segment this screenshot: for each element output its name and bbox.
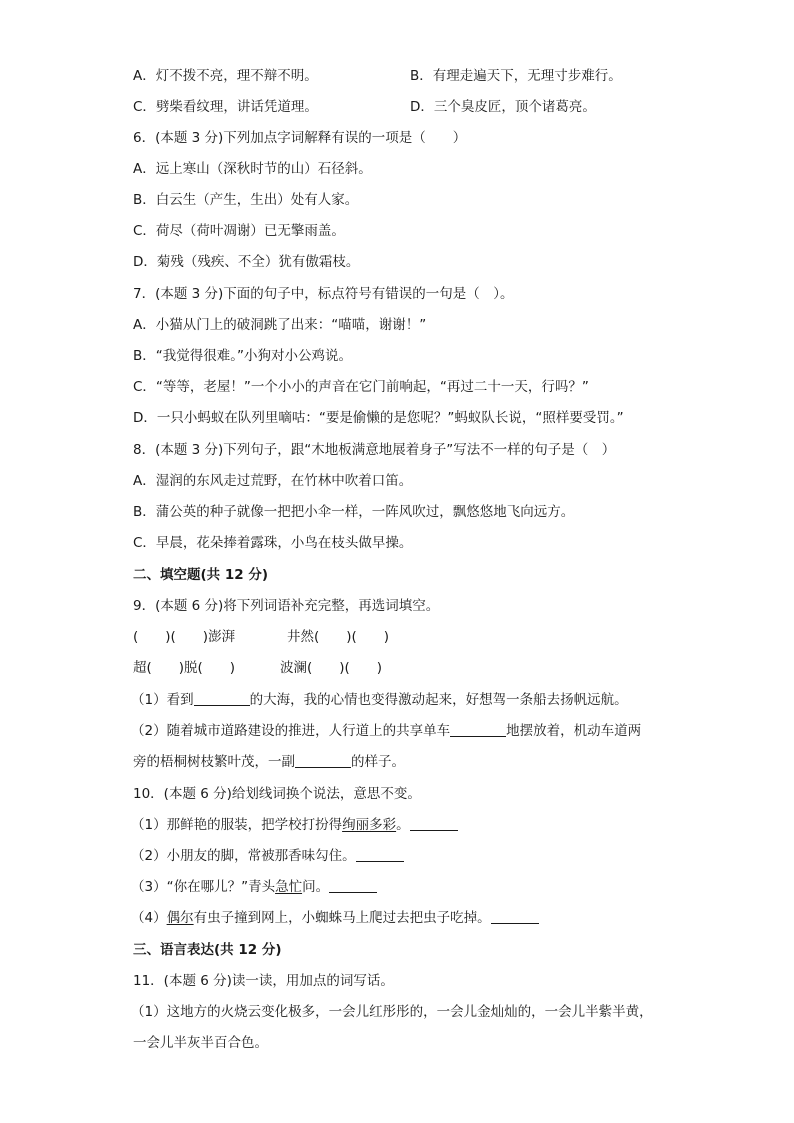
q10-item-3-text: （3）“你在哪儿？”青头 — [131, 879, 276, 895]
q8-option-b: B．蒲公英的种子就像一把把小伞一样，一阵风吹过，飘悠悠地飞向远方。 — [133, 504, 575, 520]
q10-item-2 — [131, 846, 404, 866]
q10-item-4 — [131, 908, 539, 928]
q9-word-2: 井然( )( ) — [287, 629, 390, 645]
q9-word-4: 波澜( )( ) — [280, 660, 383, 676]
q8-option-a: A．湿润的东风走过荒野，在竹林中吹着口笛。 — [133, 473, 413, 489]
q7-stem: 7．(本题 3 分)下面的句子中，标点符号有错误的一句是（ ）。 — [133, 286, 514, 302]
q9-sentence-3-start: 旁的梧桐树枝繁叶茂，一副 — [133, 754, 295, 770]
section-heading-fill-in: 二、填空题(共 12 分) — [133, 567, 269, 583]
q10-item-1 — [131, 815, 458, 835]
q10-item-4-text: （4） — [131, 910, 167, 926]
answer-blank[interactable] — [410, 816, 458, 831]
q9-sentence-1-end: 的大海，我的心情也变得激动起来，好想驾一条船去扬帆远航。 — [249, 692, 628, 708]
q8-option-c: C．早晨，花朵捧着露珠，小鸟在枝头做早操。 — [133, 535, 413, 551]
q9-sentence-3 — [133, 752, 405, 772]
q8-stem: 8．(本题 3 分)下列句子，跟“木地板满意地展着身子”写法不一样的句子是（ ） — [133, 442, 616, 458]
q5-option-d: D．三个臭皮匠，顶个诸葛亮。 — [410, 99, 596, 115]
q10-item-3 — [131, 877, 377, 897]
q10-item-2-text: （2）小朋友的脚，常被那香味勾住。 — [131, 848, 356, 864]
underlined-word: 偶尔 — [166, 910, 194, 926]
q5-option-a: A．灯不拨不亮，理不辩不明。 — [133, 68, 318, 84]
q11-passage-line-2: 一会儿半灰半百合色。 — [133, 1035, 268, 1051]
q9-sentence-1-start: （1）看到 — [131, 692, 194, 708]
q9-sentence-1 — [131, 690, 628, 710]
q6-option-c: C．荷尽（荷叶凋谢）已无擎雨盖。 — [133, 223, 345, 239]
q6-stem: 6．(本题 3 分)下列加点字词解释有误的一项是（ ） — [133, 130, 467, 146]
answer-blank[interactable] — [356, 847, 404, 862]
q6-option-d: D．菊残（残疾、不全）犹有傲霜枝。 — [133, 254, 360, 270]
answer-blank[interactable] — [329, 878, 377, 893]
q10-item-4-end: 有虫子撞到网上，小蜘蛛马上爬过去把虫子吃掉。 — [193, 910, 491, 926]
q9-stem: 9．(本题 6 分)将下列词语补充完整，再选词填空。 — [133, 598, 440, 614]
answer-blank[interactable] — [491, 909, 539, 924]
q7-option-a: A．小猫从门上的破洞跳了出来：“喵喵，谢谢！” — [133, 317, 427, 333]
answer-blank[interactable] — [450, 722, 506, 737]
q10-stem: 10．(本题 6 分)给划线词换个说法，意思不变。 — [133, 786, 421, 802]
q7-option-c: C．“等等，老屋！”一个小小的声音在它门前响起，“再过二十一天，行吗？” — [133, 379, 589, 395]
q9-word-3: 超( )脱( ) — [133, 660, 236, 676]
q10-item-1-end: 。 — [396, 817, 410, 833]
q9-sentence-2-start: （2）随着城市道路建设的推进，人行道上的共享单车 — [131, 723, 451, 739]
answer-blank[interactable] — [295, 753, 351, 768]
section-heading-language-expression: 三、语言表达(共 12 分) — [133, 942, 282, 958]
q6-option-b: B．白云生（产生，生出）处有人家。 — [133, 192, 359, 208]
q6-option-a: A．远上寒山（深秋时节的山）石径斜。 — [133, 161, 372, 177]
q11-stem: 11．(本题 6 分)读一读，用加点的词写话。 — [133, 973, 394, 989]
q11-passage-line-1: （1）这地方的火烧云变化极多，一会儿红彤彤的，一会儿金灿灿的，一会儿半紫半黄， — [131, 1004, 653, 1020]
q5-option-b: B．有理走遍天下，无理寸步难行。 — [410, 68, 622, 84]
q9-sentence-3-end: 的样子。 — [351, 754, 405, 770]
q10-item-1-text: （1）那鲜艳的服装，把学校打扮得 — [131, 817, 343, 833]
q5-option-c: C．劈柴看纹理，讲话凭道理。 — [133, 99, 318, 115]
underlined-word: 急忙 — [275, 879, 303, 895]
q9-sentence-2 — [131, 721, 641, 741]
q9-word-1: ( )( )澎湃 — [133, 629, 236, 645]
answer-blank[interactable] — [194, 691, 250, 706]
q7-option-b: B．“我觉得很难。”小狗对小公鸡说。 — [133, 348, 352, 364]
q7-option-d: D．一只小蚂蚁在队列里嘀咕：“要是偷懒的是您呢？”蚂蚁队长说，“照样要受罚。” — [133, 410, 624, 426]
q9-sentence-2-end: 地摆放着，机动车道两 — [506, 723, 642, 739]
q10-item-3-end: 问。 — [302, 879, 330, 895]
underlined-word: 绚丽多彩 — [342, 817, 397, 833]
